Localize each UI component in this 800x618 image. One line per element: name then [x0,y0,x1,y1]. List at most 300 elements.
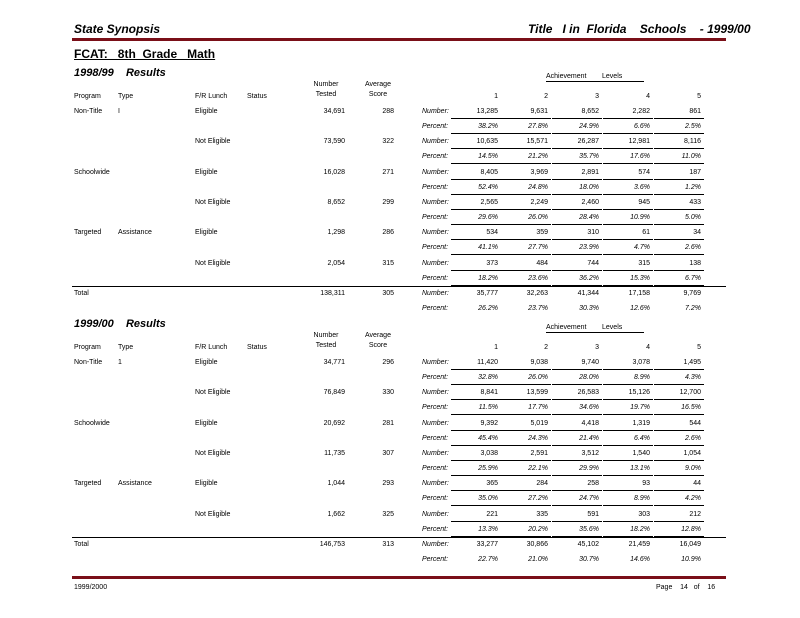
cell-rule [451,384,501,385]
total-percent-cell: 23.7% [528,304,548,312]
cell-rule [603,399,653,400]
level-percent-cell: 15.3% [630,274,650,282]
level-number-cell: 3,512 [581,449,599,457]
level-percent-cell: 29.6% [478,213,498,221]
cell-rule [552,133,602,134]
cell-rule [501,148,551,149]
cell-rule [603,430,653,431]
cell-rule [451,414,501,415]
cell-rule [603,254,653,255]
level-percent-cell: 35.6% [579,525,599,533]
level-percent-cell: 12.8% [681,525,701,533]
level-percent-cell: 24.7% [579,495,599,503]
level-number-cell: 212 [689,510,701,518]
tested-cell: 1,044 [327,480,345,488]
cell-rule [501,475,551,476]
cell-rule [603,490,653,491]
fr-lunch-header: F/R Lunch [195,344,228,351]
cell-rule [451,490,501,491]
lunch-cell: Eligible [195,229,218,237]
level-number-cell: 303 [638,510,650,518]
cell-rule [603,118,653,119]
score-cell: 325 [382,510,394,518]
score-cell: 296 [382,359,394,366]
level-number-cell: 3,038 [480,449,498,457]
total-number-cell: 35,777 [476,289,498,297]
cell-rule [654,384,704,385]
level-number-cell: 9,038 [530,359,548,366]
level-percent-cell: 17.7% [528,404,548,412]
cell-rule [654,505,704,506]
cell-rule [451,445,501,446]
tested-cell: 73,590 [323,138,345,146]
total-number-cell: 41,344 [577,289,599,297]
number-tested-header: Tested [315,342,337,349]
cell-rule [552,118,602,119]
level-number-cell: 2,891 [581,168,599,176]
level-number-cell: 484 [536,259,548,267]
level-number-cell: 2,282 [632,108,650,115]
cell-rule [501,209,551,210]
level-number-cell: 1,054 [683,449,701,457]
type-cell: I [118,108,120,115]
cell-rule [552,369,602,370]
cell-rule [654,224,704,225]
cell-rule [603,505,653,506]
level-number-cell: 945 [638,198,650,206]
level-number-cell: 335 [536,510,548,518]
percent-label: Percent: [422,123,449,130]
lunch-cell: Not Eligible [195,510,231,518]
total-score-cell: 313 [382,540,394,548]
tested-cell: 76,849 [323,389,345,397]
cell-rule [654,163,704,164]
cell-rule [654,475,704,476]
cell-rule [552,430,602,431]
cell-rule [654,430,704,431]
level-percent-cell: 21.2% [528,153,548,161]
percent-label: Percent: [422,153,449,161]
cell-rule [654,209,704,210]
total-label: Total [74,540,89,548]
level-number-cell: 15,571 [526,138,548,146]
level-percent-cell: 2.5% [685,123,701,130]
level-header: 5 [697,93,701,100]
type-header: Type [118,344,134,351]
level-number-cell: 1,540 [632,449,650,457]
level-percent-cell: 24.8% [528,183,548,191]
level-number-cell: 93 [642,480,650,488]
level-percent-cell: 25.9% [478,464,498,472]
cell-rule [654,118,704,119]
cell-rule [451,133,501,134]
total-percent-cell: 26.2% [478,304,498,312]
level-number-cell: 310 [587,229,599,237]
level-percent-cell: 45.4% [478,434,498,442]
lunch-cell: Eligible [195,419,218,427]
type-cell: Assistance [118,480,152,488]
number-label: Number: [422,540,449,548]
level-number-cell: 5,019 [530,419,548,427]
level-percent-cell: 19.7% [630,404,650,412]
tested-cell: 34,771 [323,359,345,366]
cell-rule [552,254,602,255]
program-header: Program [74,344,101,351]
total-percent-cell: 14.6% [630,555,650,563]
level-number-cell: 8,841 [480,389,498,397]
cell-rule [451,475,501,476]
cell-rule [501,270,551,271]
cell-rule [501,521,551,522]
cell-rule [552,209,602,210]
percent-label: Percent: [422,555,449,563]
level-number-cell: 544 [689,419,701,427]
cell-rule [451,118,501,119]
level-percent-cell: 32.8% [478,374,498,381]
level-number-cell: 3,078 [632,359,650,366]
cell-rule [654,521,704,522]
level-percent-cell: 34.6% [579,404,599,412]
number-tested-header: Number [313,332,339,339]
number-label: Number: [422,229,449,237]
section-year-heading: 1999/00 Results [74,318,166,330]
level-percent-cell: 35.7% [579,153,599,161]
level-number-cell: 12,700 [679,389,701,397]
score-cell: 288 [382,108,394,115]
level-percent-cell: 41.1% [478,244,498,252]
number-label: Number: [422,138,449,146]
cell-rule [603,224,653,225]
score-cell: 330 [382,389,394,397]
level-number-cell: 315 [638,259,650,267]
level-percent-cell: 28.4% [579,213,599,221]
level-percent-cell: 26.0% [528,374,548,381]
program-cell: Schoolwide [74,419,110,427]
level-percent-cell: 38.2% [478,123,498,130]
cell-rule [603,133,653,134]
cell-rule [603,179,653,180]
number-label: Number: [422,389,449,397]
number-label: Number: [422,259,449,267]
cell-rule [501,505,551,506]
tested-cell: 20,692 [323,419,345,427]
cell-rule [451,194,501,195]
cell-rule [654,148,704,149]
lunch-cell: Not Eligible [195,198,231,206]
percent-label: Percent: [422,304,449,312]
lunch-cell: Not Eligible [195,259,231,267]
cell-rule [603,384,653,385]
percent-label: Percent: [422,404,449,412]
level-header: 2 [544,93,548,100]
level-number-cell: 4,418 [581,419,599,427]
total-tested-cell: 138,311 [320,289,345,297]
level-header: 3 [595,344,599,351]
level-number-cell: 187 [689,168,701,176]
level-number-cell: 1,319 [632,419,650,427]
cell-rule [451,270,501,271]
cell-rule [654,369,704,370]
level-number-cell: 44 [693,480,701,488]
tested-cell: 1,298 [327,229,345,237]
number-label: Number: [422,198,449,206]
level-number-cell: 744 [587,259,599,267]
level-number-cell: 8,652 [581,108,599,115]
percent-label: Percent: [422,274,449,282]
number-tested-header: Tested [315,91,337,98]
number-label: Number: [422,289,449,297]
level-percent-cell: 26.0% [528,213,548,221]
total-number-cell: 32,263 [526,289,548,297]
cell-rule [603,369,653,370]
cell-rule [603,239,653,240]
cell-rule [451,179,501,180]
cell-rule [501,118,551,119]
total-number-cell: 16,049 [679,540,701,548]
program-cell: Non-Title [74,359,103,366]
cell-rule [603,270,653,271]
cell-rule [501,445,551,446]
cell-rule [552,475,602,476]
score-cell: 307 [382,449,394,457]
tested-cell: 2,054 [327,259,345,267]
level-percent-cell: 2.6% [685,434,701,442]
level-number-cell: 138 [689,259,701,267]
cell-rule [451,399,501,400]
level-percent-cell: 4.7% [634,244,650,252]
total-tested-cell: 146,753 [319,540,345,548]
level-number-cell: 373 [486,259,498,267]
number-label: Number: [422,449,449,457]
fr-lunch-header: F/R Lunch [195,93,228,100]
level-header: 1 [494,344,498,351]
type-header: Type [118,93,134,100]
lunch-cell: Eligible [195,359,218,366]
total-rule [72,286,726,287]
tested-cell: 16,028 [323,168,345,176]
total-number-cell: 9,769 [683,289,701,297]
number-label: Number: [422,359,449,366]
level-percent-cell: 1.2% [685,183,701,191]
cell-rule [654,490,704,491]
lunch-cell: Eligible [195,168,218,176]
lunch-cell: Not Eligible [195,138,231,146]
total-number-cell: 33,277 [476,540,498,548]
average-score-header: Average [365,332,391,339]
level-percent-cell: 6.4% [634,434,650,442]
level-number-cell: 2,565 [480,198,498,206]
cell-rule [552,414,602,415]
type-cell: 1 [118,359,122,366]
cell-rule [501,163,551,164]
level-percent-cell: 18.2% [478,274,498,282]
section-year-heading: 1998/99 Results [74,67,166,79]
cell-rule [603,475,653,476]
level-percent-cell: 18.0% [579,183,599,191]
level-header: 1 [494,93,498,100]
cell-rule [654,445,704,446]
tested-cell: 34,691 [323,108,345,115]
score-cell: 315 [382,259,394,267]
footer-year: 1999/2000 [74,584,108,591]
cell-rule [501,224,551,225]
cell-rule [451,460,501,461]
cell-rule [451,369,501,370]
cell-rule [501,133,551,134]
cell-rule [654,270,704,271]
level-percent-cell: 27.7% [528,244,548,252]
total-number-cell: 17,158 [628,289,650,297]
cell-rule [603,148,653,149]
top-rule [72,38,726,41]
cell-rule [603,194,653,195]
cell-rule [501,369,551,370]
total-percent-cell: 7.2% [685,304,701,312]
level-number-cell: 861 [689,108,701,115]
level-percent-cell: 52.4% [478,183,498,191]
level-percent-cell: 18.2% [630,525,650,533]
cell-rule [654,399,704,400]
cell-rule [654,133,704,134]
cell-rule [552,384,602,385]
cell-rule [451,239,501,240]
level-number-cell: 61 [642,229,650,237]
total-rule [72,537,726,538]
program-cell: Targeted [74,480,102,488]
cell-rule [451,254,501,255]
lunch-cell: Eligible [195,108,218,115]
total-score-cell: 305 [382,289,394,297]
cell-rule [501,384,551,385]
tested-cell: 1,662 [327,510,345,518]
cell-rule [654,254,704,255]
percent-label: Percent: [422,183,449,191]
percent-label: Percent: [422,525,449,533]
cell-rule [501,254,551,255]
level-percent-cell: 24.9% [579,123,599,130]
percent-label: Percent: [422,244,449,252]
cell-rule [552,521,602,522]
level-number-cell: 26,287 [577,138,599,146]
status-header: Status [247,344,267,351]
cell-rule [451,521,501,522]
program-cell: Schoolwide [74,168,110,176]
footer-page-number: Page 14 of 16 [656,584,716,591]
cell-rule [552,194,602,195]
level-percent-cell: 14.5% [478,153,498,161]
level-percent-cell: 3.6% [634,183,650,191]
level-number-cell: 258 [587,480,599,488]
percent-label: Percent: [422,434,449,442]
level-number-cell: 26,583 [577,389,599,397]
lunch-cell: Not Eligible [195,389,231,397]
lunch-cell: Eligible [195,480,218,488]
total-number-cell: 21,459 [628,540,650,548]
cell-rule [603,209,653,210]
level-percent-cell: 29.9% [579,464,599,472]
number-tested-header: Number [313,81,339,88]
percent-label: Percent: [422,495,449,503]
cell-rule [654,194,704,195]
level-percent-cell: 11.5% [478,404,498,412]
cell-rule [451,148,501,149]
level-number-cell: 13,599 [526,389,548,397]
report-subtitle: Title I in Florida Schools - 1999/00 [528,22,751,36]
level-percent-cell: 21.4% [579,434,599,442]
level-header: 2 [544,344,548,351]
number-label: Number: [422,480,449,488]
achievement-levels-heading: Achievement Levels [546,73,623,80]
subject-heading: FCAT: 8th Grade Math [74,47,216,61]
score-cell: 271 [382,168,394,176]
total-label: Total [74,289,89,297]
level-header: 5 [697,344,701,351]
cell-rule [654,239,704,240]
cell-rule [552,399,602,400]
total-percent-cell: 22.7% [478,555,498,563]
level-percent-cell: 5.0% [685,213,701,221]
cell-rule [451,430,501,431]
total-number-cell: 45,102 [577,540,599,548]
level-number-cell: 221 [486,510,498,518]
achievement-levels-heading: Achievement Levels [546,324,623,331]
level-header: 3 [595,93,599,100]
level-number-cell: 9,740 [581,359,599,366]
level-number-cell: 2,249 [530,198,548,206]
percent-label: Percent: [422,374,449,381]
cell-rule [552,270,602,271]
level-number-cell: 359 [536,229,548,237]
cell-rule [501,179,551,180]
program-cell: Non-Title [74,108,103,115]
score-cell: 281 [382,419,394,427]
level-number-cell: 534 [486,229,498,237]
report-title: State Synopsis [74,22,161,36]
number-label: Number: [422,510,449,518]
level-number-cell: 8,116 [684,138,701,146]
level-percent-cell: 24.3% [528,434,548,442]
level-number-cell: 3,969 [530,168,548,176]
cell-rule [501,460,551,461]
cell-rule [654,414,704,415]
level-percent-cell: 4.2% [685,495,701,503]
average-score-header: Score [368,91,388,98]
level-number-cell: 12,981 [628,138,650,146]
total-percent-cell: 12.6% [630,304,650,312]
cell-rule [451,224,501,225]
cell-rule [552,179,602,180]
level-percent-cell: 9.0% [685,464,701,472]
cell-rule [501,430,551,431]
level-percent-cell: 13.1% [630,464,650,472]
level-number-cell: 574 [638,168,650,176]
level-number-cell: 15,126 [628,389,650,397]
cell-rule [603,163,653,164]
number-label: Number: [422,419,449,427]
average-score-header: Average [365,81,391,88]
cell-rule [451,505,501,506]
level-percent-cell: 28.0% [579,374,599,381]
cell-rule [451,209,501,210]
cell-rule [552,148,602,149]
cell-rule [501,490,551,491]
score-cell: 299 [382,198,394,206]
total-percent-cell: 21.0% [528,555,548,563]
cell-rule [603,460,653,461]
tested-cell: 8,652 [327,198,345,206]
level-number-cell: 2,591 [530,449,548,457]
level-percent-cell: 23.6% [528,274,548,282]
